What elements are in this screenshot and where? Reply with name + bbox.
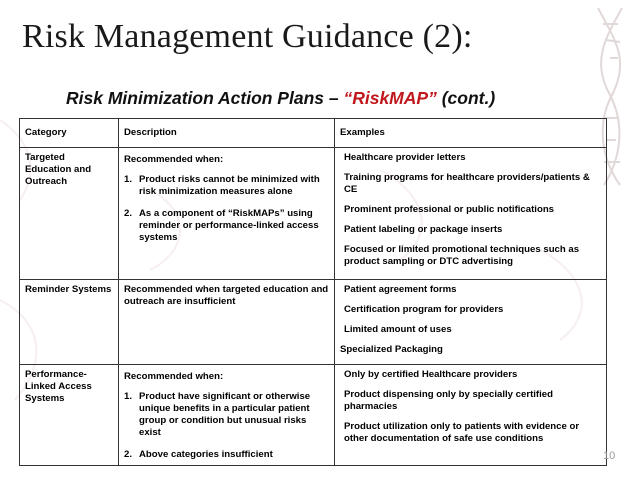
table-row	[20, 365, 607, 466]
example-item: Focused or limited promotional techniques such as product sampling or DTC advertising	[344, 244, 580, 267]
example-item: Prominent professional or public notifications	[344, 204, 555, 215]
item-text: Product have significant or otherwise unique benefits in a particular patient group or condition but unusual risks exist	[139, 391, 311, 438]
category-cell: Performance-Linked Access Systems	[20, 365, 119, 466]
header-examples: Examples	[335, 119, 607, 148]
category-cell: Targeted Education and Outreach	[20, 148, 119, 280]
item-number: 2.	[124, 208, 133, 219]
examples-cell	[335, 148, 607, 280]
example-item: Product utilization only to patients with evidence or other documentation of safe use conditions	[344, 421, 580, 444]
slide-number: 10	[603, 450, 616, 462]
page-subtitle	[66, 88, 495, 109]
table-header-row	[20, 119, 607, 148]
description-item	[124, 449, 329, 461]
description-cell	[119, 280, 335, 365]
subtitle-tail: (cont.)	[436, 88, 496, 108]
header-category: Category	[20, 119, 119, 148]
example-item: Patient labeling or package inserts	[344, 224, 503, 235]
description-item	[124, 391, 329, 439]
subtitle-highlight: “RiskMAP”	[343, 88, 437, 108]
subtitle-main: Risk Minimization Action Plans –	[66, 88, 344, 108]
example-item: Healthcare provider letters	[344, 152, 466, 163]
item-number: 1.	[124, 174, 133, 185]
page-title: Risk Management Guidance (2):	[22, 18, 473, 55]
description-item	[124, 208, 329, 244]
description-cell	[119, 365, 335, 466]
example-item: Limited amount of uses	[344, 324, 452, 335]
description-lead: Recommended when:	[124, 154, 224, 165]
table-row	[20, 280, 607, 365]
item-text: Above categories insufficient	[139, 449, 273, 460]
item-text: Product risks cannot be minimized with risk minimization measures alone	[139, 174, 320, 197]
item-number: 1.	[124, 391, 133, 402]
description-cell	[119, 148, 335, 280]
guidance-table	[19, 118, 607, 466]
description-lead: Recommended when:	[124, 371, 224, 382]
header-description: Description	[119, 119, 335, 148]
example-item: Only by certified Healthcare providers	[344, 369, 518, 380]
example-item: Specialized Packaging	[340, 344, 443, 355]
examples-cell	[335, 365, 607, 466]
table-row	[20, 148, 607, 280]
example-item: Training programs for healthcare providers/patients & CE	[344, 172, 590, 195]
example-item: Product dispensing only by specially certified pharmacies	[344, 389, 553, 412]
example-item: Certification program for providers	[344, 304, 504, 315]
description-item	[124, 174, 329, 198]
description-lead: Recommended when targeted education and outreach are insufficient	[124, 284, 329, 307]
examples-cell	[335, 280, 607, 365]
item-text: As a component of “RiskMAPs” using reminder or performance-linked access systems	[139, 208, 319, 243]
item-number: 2.	[124, 449, 133, 460]
category-cell: Reminder Systems	[20, 280, 119, 365]
example-item: Patient agreement forms	[344, 284, 457, 295]
